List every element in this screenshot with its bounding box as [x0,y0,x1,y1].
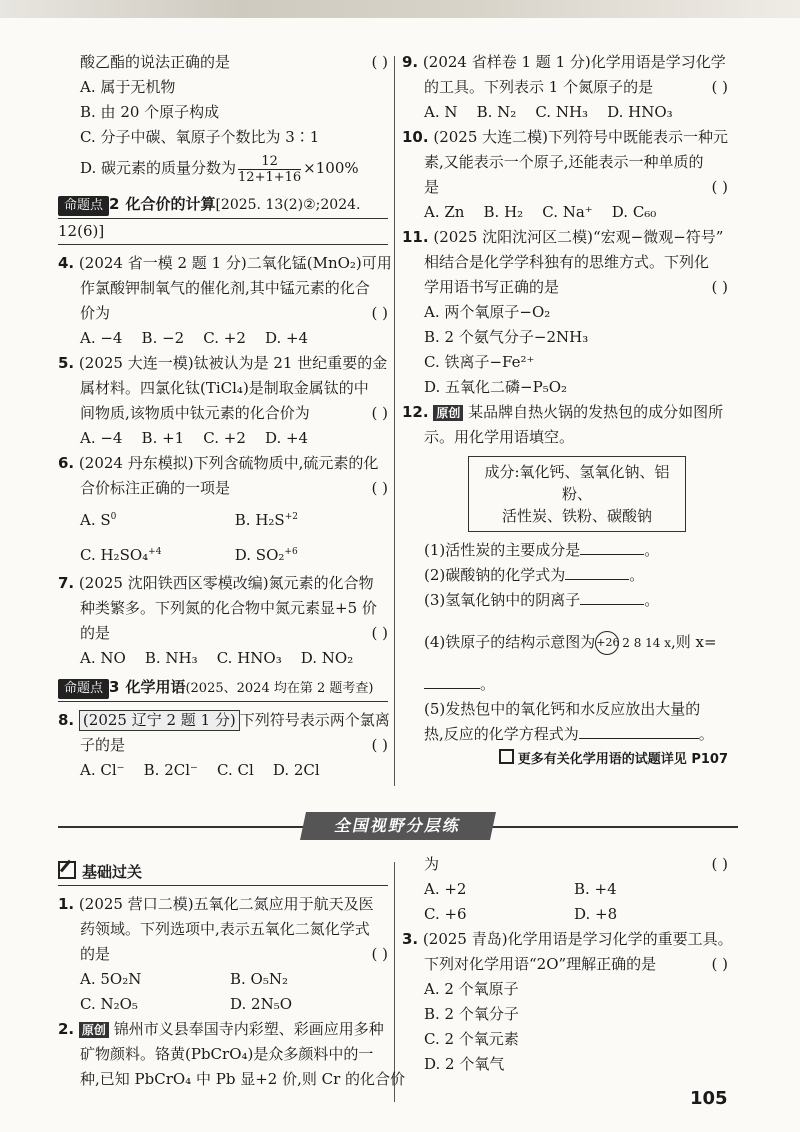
q11-option-c: C. 铁离子−Fe²⁺ [424,353,535,371]
basic-q1-options-cd: C. N₂O₅ D. 2N₅O [80,995,293,1013]
basic-q1-line3: 的是 ( ) [80,945,388,963]
basic-q1: 1. (2025 营口二模)五氧化二氮应用于航天及医 [58,895,374,913]
q7-line3: 的是 ( ) [80,624,388,642]
q9-options: A. N B. N₂ C. NH₃ D. HNO₃ [424,103,673,121]
basic-q3-option-d: D. 2 个氧气 [424,1055,505,1073]
q6-line2: 合价标注正确的一项是 ( ) [80,479,388,497]
fraction: $\frac{12}{12+1+16}$ [238,153,302,185]
page-number: 105 [690,1088,728,1109]
basic-q1-options-ab: A. 5O₂N B. O₅N₂ [80,970,289,988]
basic-header: 基础过关 [58,860,388,886]
q10-line3: 是 ( ) [424,178,728,196]
section-banner [58,812,738,842]
q6: 6. (2024 丹东模拟)下列含硫物质中,硫元素的化 [58,454,379,472]
q9: 9. (2024 省样卷 1 题 1 分)化学用语是学习化学 [402,53,726,71]
pencil-icon [58,861,76,879]
q3-option-d: D. 碳元素的质量分数为 $\frac{12}{12+1+16}$ ×100% [80,153,359,185]
answer-blank[interactable] [565,579,629,580]
q3-continuation: 酸乙酯的说法正确的是 ( ) [80,53,388,71]
q4: 4. (2024 省一模 2 题 1 分)二氧化锰(MnO₂)可用 [58,254,392,272]
basic-q2-options-ab: A. +2 B. +4 [424,880,617,898]
q6-options-cd: C. H₂SO₄$^{+4}$ D. SO₂$^{+6}$ [80,546,298,564]
q12-sub2: (2)碳酸钠的化学式为 。 [424,566,645,584]
basic-q3-option-a: A. 2 个氧原子 [424,980,519,998]
basic-q2-line2: 矿物颜料。铬黄(PbCrO₄)是众多颜料中的一 [80,1045,374,1063]
q8-options: A. Cl⁻ B. 2Cl⁻ C. Cl D. 2Cl [80,761,320,779]
q7-options: A. NO B. NH₃ C. HNO₃ D. NO₂ [80,649,354,667]
basic-q2-cont: 为 ( ) [424,855,728,873]
answer-blank[interactable] [424,688,480,689]
column-divider-lower [394,862,395,1102]
ingredients-box: 成分:氧化钙、氢氧化钠、铝粉、 活性炭、铁粉、碳酸钠 [468,456,686,532]
basic-q2-options-cd: C. +6 D. +8 [424,905,618,923]
basic-q3: 3. (2025 青岛)化学用语是学习化学的重要工具。 [402,930,733,948]
q6-options-ab: A. $S^0$ B. $H_2S^{+2}$ [80,511,298,529]
q7-line2: 种类繁多。下列氮的化合物中氮元素显+5 价 [80,599,377,617]
section-2-ref: 12(6)] [58,219,388,245]
q10-line2: 素,又能表示一个原子,还能表示一种单质的 [424,153,704,171]
q12-sub5-line1: (5)发热包中的氧化钙和水反应放出大量的 [424,700,701,718]
more-questions-link[interactable]: 更多有关化学用语的试题详见 P107 [402,747,728,772]
right-column [402,50,728,772]
basic-q3-line2: 下列对化学用语“2O”理解正确的是 ( ) [424,955,728,973]
q11-option-b: B. 2 个氨气分子−2NH₃ [424,328,589,346]
q5-line3: 间物质,该物质中钛元素的化合价为 ( ) [80,404,388,422]
q12-line2: 示。用化学用语填空。 [424,428,575,446]
basic-right-column [402,852,733,1077]
q3-option-c: C. 分子中碳、氧原子个数比为 3∶1 [80,128,320,146]
scan-top-edge [0,0,800,18]
column-divider [394,56,395,786]
q5-line2: 属材料。四氯化钛(TiCl₄)是制取金属钛的中 [80,379,369,397]
q4-line2: 作氯酸钾制氧气的催化剂,其中锰元素的化合 [80,279,370,297]
basic-q1-line2: 药领域。下列选项中,表示五氧化二氮化学式 [80,920,370,938]
q4-options: A. −4 B. −2 C. +2 D. +4 [80,329,309,347]
answer-blank[interactable] [579,738,699,739]
basic-q3-option-c: C. 2 个氧元素 [424,1030,519,1048]
q5: 5. (2025 大连一模)钛被认为是 21 世纪重要的金 [58,354,388,372]
q9-line2: 的工具。下列表示 1 个氮原子的是 ( ) [424,78,728,96]
left-column [58,50,392,783]
q3-option-a: A. 属于无机物 [80,78,176,96]
basic-left-column [58,860,406,1092]
q11-option-d: D. 五氧化二磷−P₅O₂ [424,378,568,396]
link-icon [499,749,514,764]
q11-option-a: A. 两个氧原子−O₂ [424,303,551,321]
q8-line2: 子的是 ( ) [80,736,388,754]
nucleus-icon: +26 [595,631,619,655]
answer-blank[interactable] [580,604,644,605]
basic-q2: 2. 原创 锦州市义县奉国寺内彩塑、彩画应用多种 [58,1020,384,1038]
q4-line3: 价为 ( ) [80,304,388,322]
basic-q3-option-b: B. 2 个氧分子 [424,1005,519,1023]
q12-sub4: (4)铁原子的结构示意图为+26 2 8 14 x,则 x= [402,613,728,672]
q12-sub3: (3)氢氧化钠中的阴离子 。 [424,591,660,609]
q12-sub4-blank: 。 [402,672,728,697]
q12-sub5-line2: 热,反应的化学方程式为 。 [424,725,714,743]
banner-title: 全国视野分层练 [300,812,496,840]
q3-option-b: B. 由 20 个原子构成 [80,103,220,121]
q11-line3: 学用语书写正确的是 ( ) [424,278,728,296]
q10-options: A. Zn B. H₂ C. Na⁺ D. C₆₀ [424,203,657,221]
q12: 12. 原创 某品牌自热火锅的发热包的成分如图所 [402,403,724,421]
answer-blank[interactable] [580,554,644,555]
q12-sub1: (1)活性炭的主要成分是 。 [424,541,660,559]
section-3-header: 命题点 3 化学用语(2025、2024 均在第 2 题考查) [58,675,388,702]
q11: 11. (2025 沈阳沈河区二模)“宏观−微观−符号” [402,228,724,246]
q5-options: A. −4 B. +1 C. +2 D. +4 [80,429,309,447]
q8: 8. (2025 辽宁 2 题 1 分) 下列符号表示两个氯离 [58,711,390,729]
q11-line2: 相结合是化学学科独有的思维方式。下列化 [424,253,710,271]
q10: 10. (2025 大连二模)下列符号中既能表示一种元 [402,128,729,146]
section-2-header: 命题点 2 化合价的计算[2025. 13(2)②;2024. [58,192,388,219]
basic-q2-line3: 种,已知 PbCrO₄ 中 Pb 显+2 价,则 Cr 的化合价 [80,1070,406,1088]
q7: 7. (2025 沈阳铁西区零模改编)氮元素的化合物 [58,574,374,592]
